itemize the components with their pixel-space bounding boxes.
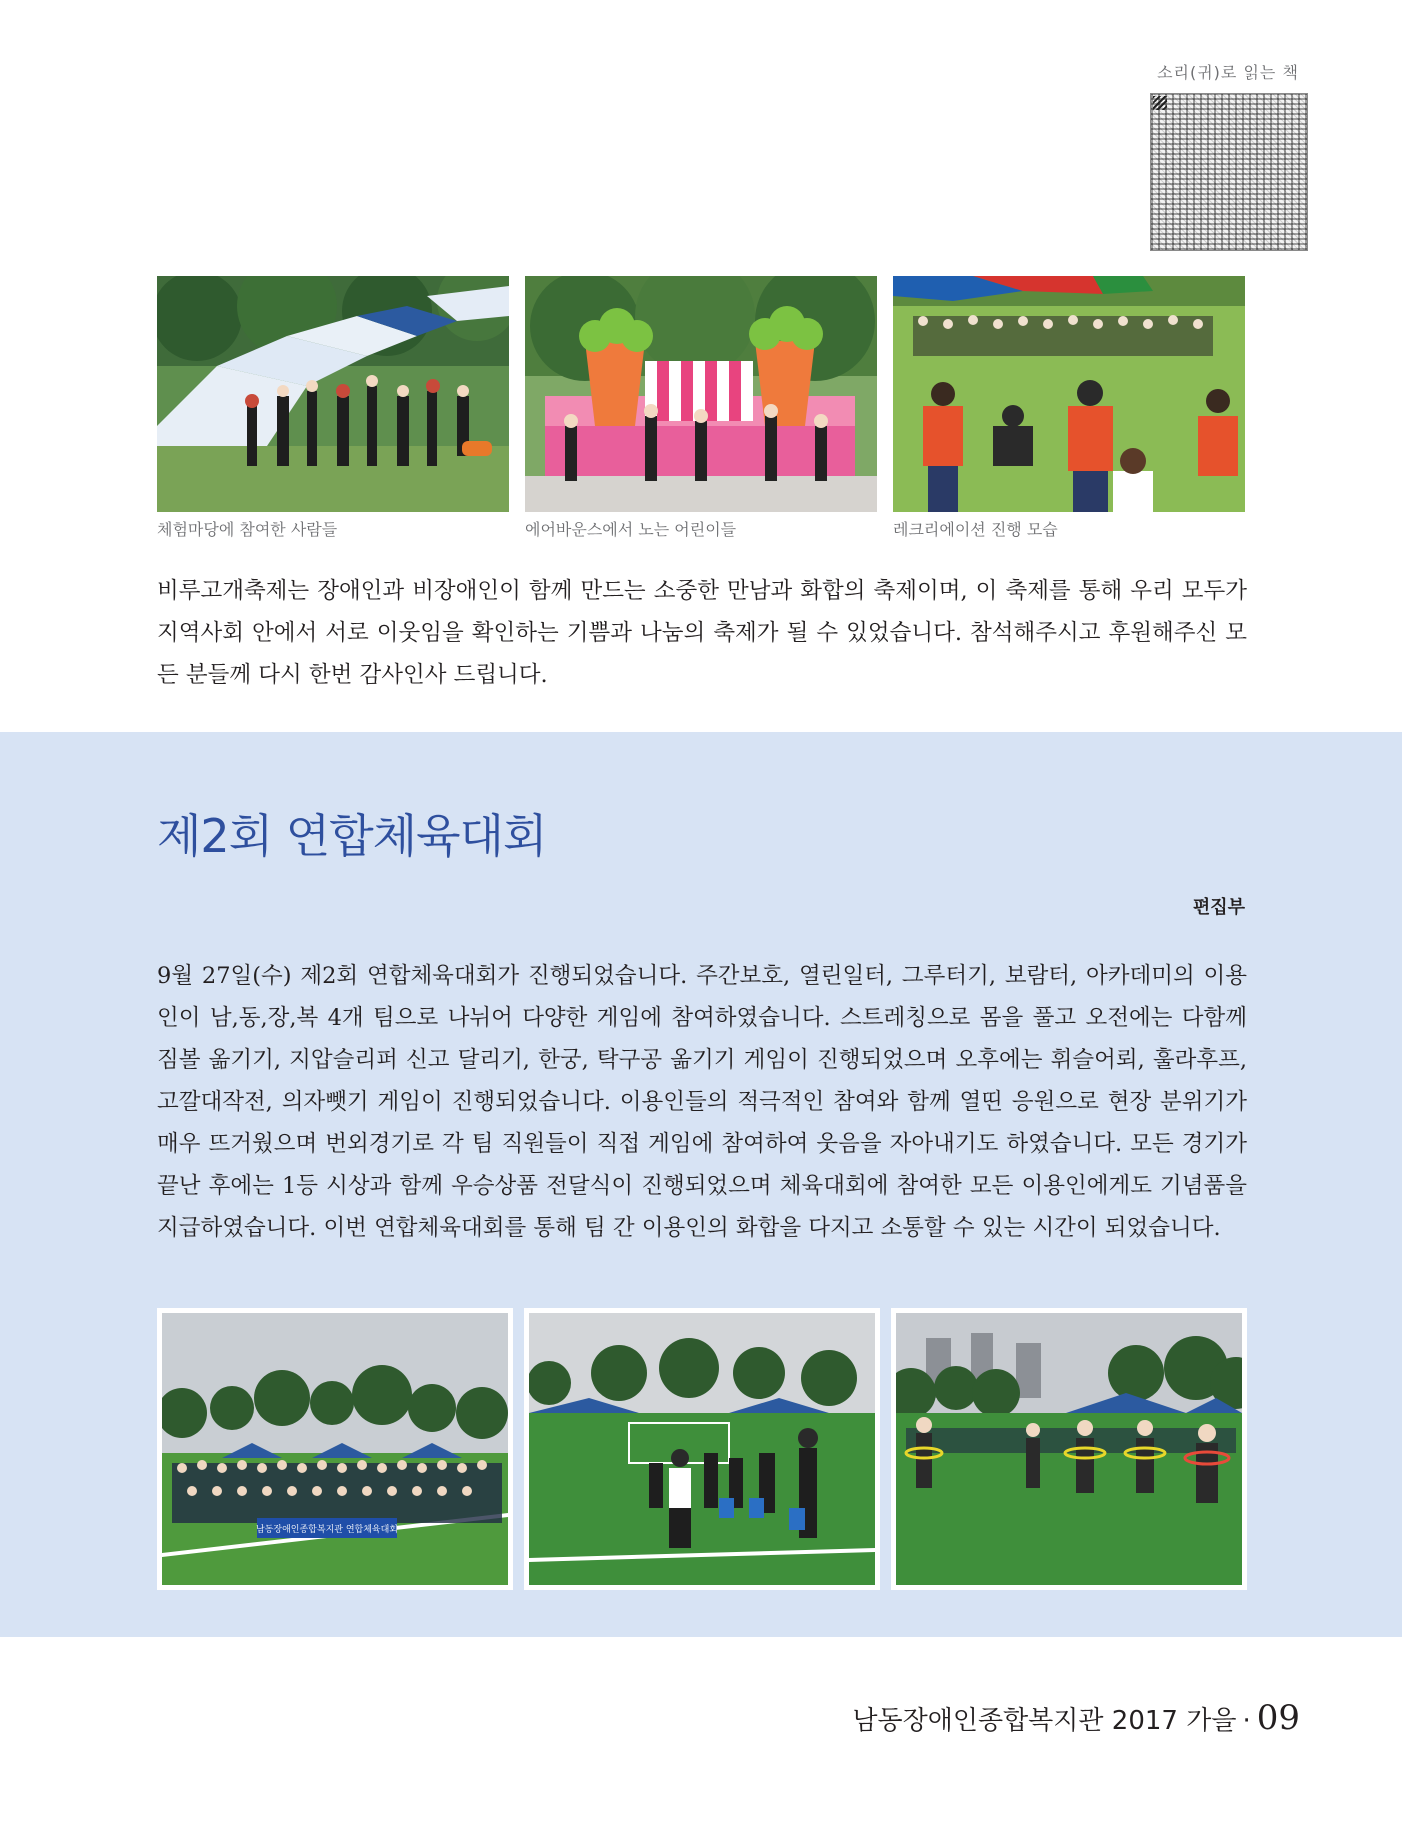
photo-hula-hoop: [891, 1308, 1247, 1590]
article-body: 9월 27일(수) 제2회 연합체육대회가 진행되었습니다. 주간보호, 열린일터, 그루터기, 보람터, 아카데미의 이용인이 남,동,장,복 4개 팀으로 나뉘어 다양한 게임에 참여하였습니다. 스트레칭으로 몸을 풀고 오전에는 다함께 짐볼 옮기기, 지압슬리퍼 신고 달리기, 한궁, 탁구공 옮기기 게임이 진행되었으며 오후에는 휘슬어뢰, 훌라후프, 고깔대작전, 의자뺏기 게임이 진행되었습니다. 이용인들의 적극적인 참여와 함께 열띤 응원으로 현장 분위기가 매우 뜨거웠으며 번외경기로 각 팀 직원들이 직접 게임에 참여하여 웃음을 자아내기도 하였습니다. 모든 경기가 끝난 후에는 1등 시상과 함께 우승상품 전달식이 진행되었으며 체육대회에 참여한 모든 이용인에게도 기념품을 지급하였습니다. 이번 연합체육대회를 통해 팀 간 이용인의 화합을 다지고 소통할 수 있는 시간이 되었습니다.: [157, 963, 1247, 1241]
banner-text: 남동장애인종합복지관 연합체육대회: [256, 1525, 398, 1535]
qr-label: 소리(귀)로 읽는 책: [1157, 63, 1299, 82]
photo-group: [157, 1308, 513, 1590]
photo-experience-booths: [157, 276, 509, 512]
photo-caption: 레크리에이션 진행 모습: [893, 520, 1058, 539]
photo-recreation: [893, 276, 1245, 512]
intro-paragraph: 비루고개축제는 장애인과 비장애인이 함께 만드는 소중한 만남과 화합의 축제이며, 이 축제를 통해 우리 모두가 지역사회 안에서 서로 이웃임을 확인하는 기쁨과 나눔의 축제가 될 수 있었습니다. 참석해주시고 후원해주신 모든 분들께 다시 한번 감사인사 드립니다.: [157, 578, 1247, 688]
audio-mark-icon: [1153, 96, 1167, 110]
footer-separator: ·: [1242, 1706, 1251, 1736]
photo-air-bounce: [525, 276, 877, 512]
photo-game: [524, 1308, 880, 1590]
photo-caption: 에어바운스에서 노는 어린이들: [525, 520, 737, 539]
page-footer: [852, 1698, 1300, 1738]
photo-caption: 체험마당에 참여한 사람들: [157, 520, 338, 539]
footer-publication: 남동장애인종합복지관 2017 가을: [852, 1706, 1237, 1736]
article-byline: 편집부: [1192, 897, 1245, 918]
qr-code-icon[interactable]: [1150, 93, 1308, 251]
page-number: 09: [1256, 1698, 1300, 1738]
article-title: 제2회 연합체육대회: [157, 809, 547, 863]
